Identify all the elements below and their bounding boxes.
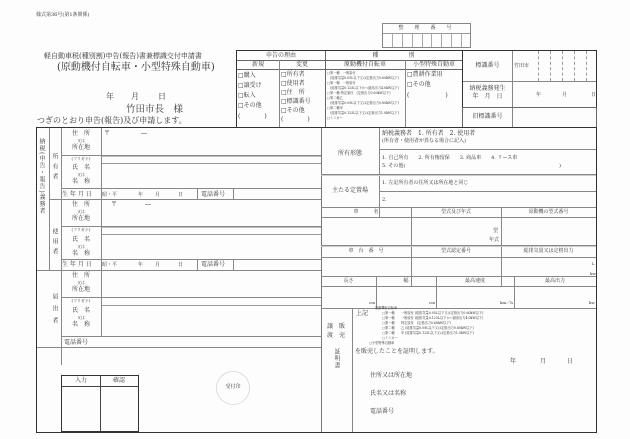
moped-option-minicar[interactable]: □ミニカー [327, 116, 343, 120]
filer-phone-label: 電話番号 [64, 339, 89, 346]
owner-phone-input[interactable] [234, 188, 321, 199]
displacement-unit-l: L [592, 261, 595, 266]
reason-new-movein[interactable]: □転入 [238, 92, 256, 99]
owner-postal-mark: 〒 [104, 130, 111, 137]
length-input[interactable] [322, 287, 375, 308]
storage-option-2[interactable]: 2. [382, 197, 387, 203]
tax-date-label-2: 年 月 日 [472, 93, 503, 100]
filer-name-input[interactable] [102, 306, 321, 336]
displacement-unit-kw: kw [590, 271, 596, 276]
user-name-label: 氏 名 [71, 236, 90, 243]
owner-name-input[interactable] [102, 164, 321, 188]
plate-info-table [462, 50, 597, 108]
plate-city: 竹田市 [514, 63, 530, 69]
user-dob-era[interactable]: 昭・平 [102, 262, 118, 268]
owner-location-label: 所在地 [71, 144, 90, 151]
output-label: 最高出力 [544, 278, 565, 284]
filer-label: 届出者 [51, 293, 58, 329]
storage-option-2-input[interactable] [389, 192, 595, 206]
width-input[interactable] [377, 287, 435, 308]
input-check-cell[interactable] [62, 387, 100, 431]
tax-date-month[interactable]: 月 [562, 92, 568, 98]
vehicle-name-label: 車 名 [353, 209, 379, 215]
owner-name-label: 氏 名 [71, 164, 90, 171]
reference-number-box[interactable] [382, 23, 471, 48]
certificate-address-input[interactable] [417, 368, 595, 382]
filer-furigana-label: (フリガナ) [71, 298, 91, 303]
tax-date-label-1: 納税義務発生 [469, 85, 506, 92]
plate-number-label: 標識番号 [475, 62, 500, 69]
engine-model-label: 原動機の型式番号 [528, 209, 569, 215]
filer-address-label: 住 所 [71, 272, 90, 279]
old-plate-input[interactable] [513, 108, 596, 127]
moped-option-5-note: (総排気量0.125L以下又は定格出力1.0kW以下) [327, 111, 399, 115]
speed-label: 最高速度 [464, 278, 485, 284]
user-address-label: 住 所 [71, 201, 90, 208]
certificate-label-2: 渡 売 [327, 332, 346, 339]
user-dob-day[interactable]: 日 [178, 262, 184, 268]
reason-change-label: 変更 [295, 61, 308, 68]
certificate-name-label: 氏名又は名称 [370, 390, 407, 397]
filer-furigana-input[interactable] [102, 297, 321, 305]
user-phone-label: 電話番号 [201, 261, 226, 268]
reason-change-user[interactable]: □使用者 [281, 80, 305, 87]
addressee: 竹田市長 様 [126, 104, 184, 115]
ownership-types-line2[interactable]: 5. その他( [382, 163, 406, 169]
date-month: 月 [131, 92, 139, 101]
certificate-label-1: 譲 販 [327, 323, 346, 330]
moped-option-1-note: (総排気量0.05L以下又は定格出力0.60kW以下) [327, 76, 399, 80]
certificate-label-3: 証明書 [333, 348, 340, 369]
tax-date-year[interactable]: 年 [536, 92, 542, 98]
filer-location-label: 所在地 [71, 286, 90, 293]
width-label: 幅 [403, 278, 409, 284]
reason-category-table [236, 50, 463, 128]
user-title-label: 名 称 [71, 250, 90, 257]
filer-phone-input[interactable] [97, 336, 321, 347]
moped-option-1[interactable]: □第一種 一般原付 [327, 71, 356, 75]
small-special-other-detail[interactable]: ( ) [407, 92, 448, 99]
length-label: 長さ [343, 278, 354, 284]
reference-number-label: 整 理 番 号 [398, 25, 455, 31]
main-form [36, 127, 597, 433]
width-unit: cm [429, 300, 436, 305]
moped-option-4-note: (総排気量0.09L以下又は定格出力0.80kW以下) [327, 101, 399, 105]
category-header: 種 別 [372, 52, 415, 59]
user-dob-year[interactable]: 年 [138, 262, 144, 268]
certificate-option-minicar[interactable]: □ミニカー [382, 336, 398, 340]
year-unit: 年式 [489, 237, 500, 243]
certificate-option-1[interactable]: □第一種 一般原付 (総排気量0.05L以下又は定格出力0.60kW以下) [382, 311, 484, 315]
user-furigana-input[interactable] [102, 227, 321, 234]
certificate-option-5[interactable]: □第二種 甲 (総排気量0.125L以下又は定格出力1.0kW以下) [382, 331, 474, 335]
certificate-small-special[interactable]: □小型特殊自動車 [369, 341, 395, 345]
old-plate-label: 旧標識番号 [472, 113, 503, 120]
reason-change-other-detail[interactable]: ( ) [281, 116, 310, 123]
form-number: 様式第36号(第1条関係) [36, 12, 90, 18]
form-title: 軽自動車税(種別割)申告(報告)書兼標識交付申請書 [44, 52, 202, 60]
owner-dob-day[interactable]: 日 [178, 192, 184, 198]
chassis-label: 車 台 番 号 [348, 248, 384, 254]
certificate-address-label: 住所又は所在地 [370, 372, 413, 379]
model-label: 型式及び年式 [440, 209, 471, 215]
owner-dob-label: 生 年 月 日 [62, 191, 92, 198]
ownership-types-close: ) [559, 163, 561, 169]
length-unit: cm [369, 300, 376, 305]
user-label: 使用者 [51, 228, 58, 258]
displacement-label: 総排気量又は定格出力 [523, 248, 574, 254]
user-location-label: 所在地 [71, 215, 90, 222]
owner-dob-month[interactable]: 月 [155, 192, 161, 198]
form-subtitle: (原動機付自転車・小型特殊自動車) [57, 62, 215, 73]
certificate-option-4[interactable]: □第二種 乙 (総排気量0.09L以下又は定格出力0.80kW以下) [382, 326, 474, 330]
moped-option-5[interactable]: □第二種甲 [327, 106, 343, 110]
certificate-option-2[interactable]: □第一種 一般原付 (総排気量0.125L以下かつ最高出力4.0kW以下) [382, 316, 484, 320]
user-postal-dash: ― [145, 201, 151, 208]
user-postal-mark: 〒 [111, 201, 118, 208]
certificate-above: 上記 [356, 310, 369, 317]
storage-label: 主たる定置場 [331, 187, 368, 194]
owner-title-label: 名 称 [71, 178, 90, 185]
reason-new-purchase[interactable]: □購入 [238, 72, 256, 79]
plate-number-input[interactable] [538, 51, 596, 81]
confirm-check-label: 確認 [112, 377, 125, 384]
owner-label: 所有者 [51, 153, 58, 183]
owner-dob-year[interactable]: 年 [138, 192, 144, 198]
tax-date-day[interactable]: 日 [591, 92, 597, 98]
certificate-phone-label: 電話番号 [370, 408, 395, 415]
certificate-date-month[interactable]: 月 [540, 358, 547, 365]
ownership-taxpayer-line[interactable]: 納税義務者 1. 所有者 2. 使用者 [382, 130, 476, 137]
type-cert-label: 型式認定番号 [440, 248, 471, 254]
moped-label: 原動機付自転車 [343, 61, 386, 68]
reason-header: 申告の理由 [265, 52, 296, 59]
vehicle-name-input[interactable] [322, 218, 410, 245]
output-input[interactable] [515, 287, 595, 308]
owner-address-label: 住 所 [71, 130, 90, 137]
date-day: 日 [158, 92, 166, 101]
old-plate-table [462, 107, 597, 128]
user-address-input[interactable] [102, 199, 321, 226]
input-check-label: 入力 [74, 377, 87, 384]
model-input[interactable] [412, 218, 500, 245]
reason-change-other[interactable]: □その他 [281, 107, 305, 114]
reason-change-address[interactable]: □住 所 [281, 89, 305, 96]
confirm-check-cell[interactable] [101, 387, 138, 431]
user-name-or: 又は [77, 244, 85, 249]
certificate-option-3[interactable]: □第一種 特定原付 (定格出力0.60kW以下) [382, 321, 451, 325]
small-special-other[interactable]: □その他 [407, 81, 431, 88]
date-year: 年 [106, 92, 114, 101]
owner-name-or: 又は [77, 172, 85, 177]
owner-furigana-input[interactable] [102, 156, 321, 163]
moped-option-4[interactable]: □第二種乙 [327, 96, 343, 100]
moped-option-2-note: (総排気量0.125L以下かつ最高出力4.0kW以下) [327, 86, 399, 90]
moped-option-3[interactable]: □第一種 特定原付 (定格出力0.60kW以下) [327, 91, 391, 95]
owner-dob-era[interactable]: 昭・平 [102, 192, 118, 198]
owner-postal-dash: ― [141, 130, 147, 137]
user-furigana-label: (フリガナ) [71, 227, 91, 232]
user-phone-input[interactable] [234, 259, 321, 270]
reason-change-owner[interactable]: □所有者 [281, 71, 305, 78]
filer-address-input[interactable] [102, 270, 321, 297]
output-unit: kw [589, 300, 595, 305]
small-special-label: 小型特殊自動車 [412, 61, 455, 68]
reason-new-transfer[interactable]: □譲受け [238, 82, 262, 89]
engine-model-input[interactable] [502, 218, 595, 245]
small-special-farm[interactable]: □農耕作業用 [407, 71, 443, 78]
certificate-statement: を販売したことを証明します。 [355, 348, 439, 355]
reason-new-other[interactable]: □その他 [238, 102, 262, 109]
reason-new-label: 新規 [251, 61, 264, 68]
filer-address-or: 又は [77, 280, 85, 285]
filer-name-or: 又は [77, 315, 85, 320]
certificate-moped-heading: 原動機付自転車 [375, 306, 398, 310]
certificate-phone-input[interactable] [399, 404, 595, 418]
certificate-date-day[interactable]: 日 [567, 358, 574, 365]
reason-new-other-detail[interactable]: ( ) [238, 113, 267, 120]
reason-change-plate[interactable]: □標識番号 [281, 98, 311, 105]
speed-unit: km／h [500, 300, 513, 305]
certificate-name-input[interactable] [412, 386, 595, 400]
user-dob-month[interactable]: 月 [155, 262, 161, 268]
office-use-box [61, 375, 139, 432]
owner-phone-label: 電話番号 [201, 191, 226, 198]
owner-address-input[interactable] [102, 128, 321, 155]
reception-stamp-label: 受付印 [225, 384, 241, 390]
moped-option-2[interactable]: □第一種 一般原付 [327, 81, 356, 85]
certificate-date-year[interactable]: 年 [510, 358, 517, 365]
owner-furigana-label: (フリガナ) [71, 156, 91, 161]
taxpayer-outer-label: 納税(申告・報告)義務者 [38, 138, 45, 215]
filer-title-label: 名 称 [71, 321, 90, 328]
owner-address-or: 又は [77, 138, 85, 143]
model-unit: 型 [493, 228, 499, 234]
user-dob-label: 生 年 月 日 [62, 261, 92, 268]
ownership-types-line1[interactable]: 1. 自己所有 2. 所有権留保 3. 商品車 4. リース車 [382, 155, 518, 161]
user-address-or: 又は [77, 209, 85, 214]
ownership-taxpayer-note: (所有者・使用者が異なる場合に記入) [382, 138, 466, 144]
intro-text: つぎのとおり申告(報告)及び申請します。 [37, 116, 187, 125]
ownership-label: 所有形態 [337, 150, 362, 157]
filer-name-label: 氏 名 [71, 307, 90, 314]
user-name-input[interactable] [102, 235, 321, 259]
storage-option-1[interactable]: 1. 左記所有者の住所又は所在地と同じ [382, 180, 469, 186]
